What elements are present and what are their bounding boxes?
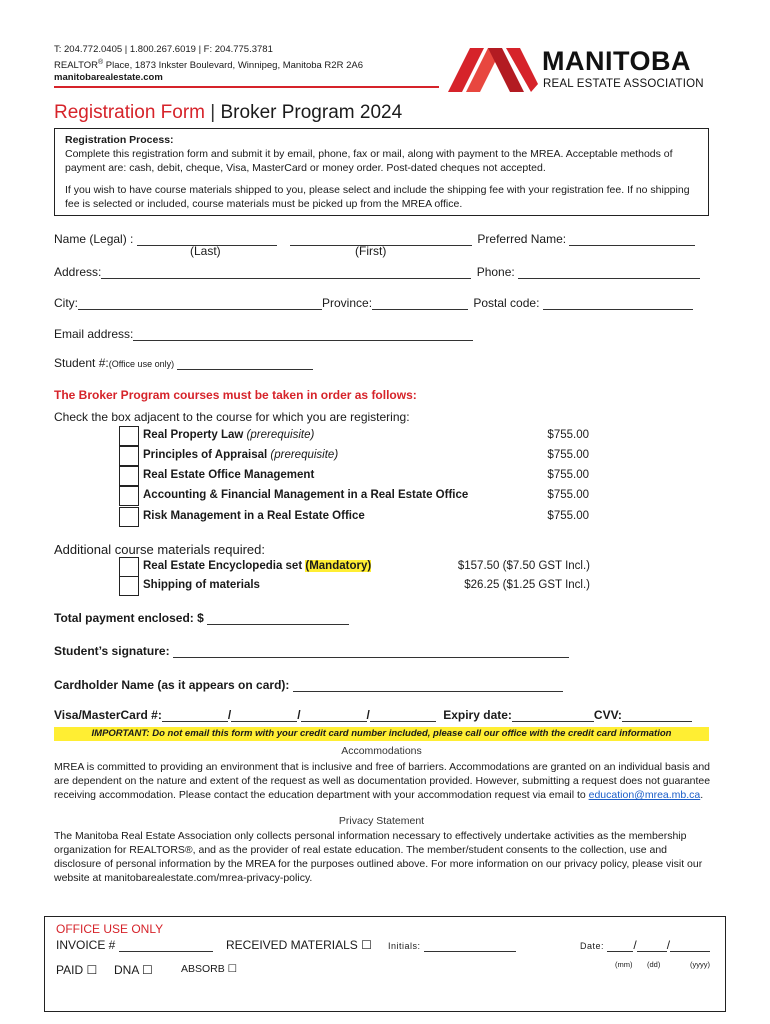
- date-dd-hint: (dd): [647, 960, 661, 969]
- signature-field[interactable]: [173, 645, 569, 658]
- shipping-price: $26.25 ($1.25 GST Incl.): [464, 579, 590, 591]
- address-field[interactable]: [101, 266, 471, 279]
- header-rule: [54, 86, 439, 88]
- card-row: Visa/MasterCard #: / / / Expiry date: CVV:: [54, 708, 692, 722]
- date-dd-field[interactable]: [637, 939, 667, 952]
- course-name: [143, 469, 314, 481]
- signature-row: [54, 644, 569, 658]
- email-label: Email address:: [54, 327, 134, 341]
- card-number-label: Visa/MasterCard #:: [54, 708, 162, 722]
- email-row: [54, 327, 473, 341]
- student-office-note: (Office use only): [108, 359, 175, 369]
- registered-mark: ®: [98, 58, 104, 66]
- invoice-label: INVOICE #: [56, 938, 116, 952]
- date-label: Date:: [580, 941, 605, 951]
- initials-label: Initials:: [388, 941, 421, 951]
- courses-intro: Check the box adjacent to the course for which you are registering:: [54, 410, 410, 424]
- course-price: $755.00: [547, 449, 589, 461]
- contact-phone-line: T: 204.772.0405 | 1.800.267.6019 | F: 204.775.3781: [54, 44, 273, 55]
- accommodations-title: Accommodations: [341, 745, 422, 757]
- total-label: Total payment enclosed: $: [54, 611, 204, 625]
- material-row-shipping: [119, 576, 590, 596]
- address-label: Address:: [54, 265, 102, 279]
- contact-address-line: [54, 57, 363, 73]
- invoice-row: [56, 938, 213, 952]
- course-row: [119, 507, 589, 527]
- shipping-checkbox[interactable]: [119, 576, 139, 596]
- course-name: [143, 489, 468, 501]
- courses-heading: The Broker Program courses must be taken in order as follows:: [54, 388, 417, 402]
- card-number-part-3[interactable]: [301, 709, 367, 722]
- page-title: [54, 102, 402, 124]
- course-row: [119, 426, 589, 446]
- registration-process-box: [54, 128, 709, 216]
- course-price: $755.00: [547, 510, 589, 522]
- encyclopedia-label: Real Estate Encyclopedia set: [143, 560, 303, 572]
- date-yyyy-hint: (yyyy): [690, 960, 710, 969]
- material-row-encyclopedia: [119, 557, 590, 577]
- cvv-label: CVV:: [593, 708, 622, 722]
- title-registration-form: Registration Form: [54, 102, 205, 123]
- card-number-part-2[interactable]: [231, 709, 297, 722]
- website: manitobarealestate.com: [54, 72, 163, 84]
- preferred-name-field[interactable]: [569, 233, 695, 246]
- mandatory-badge: (Mandatory): [305, 560, 372, 572]
- accommodations-body: MREA is committed to providing an environment that is inclusive and free of barriers. Accommodations are granted on an individual basis and are dependent on the nature and extent of the request as well as documentation provided. However, submitting a request does not guarantee receiving accommodation. Please contact the education department with your accommodation request via email to: [54, 761, 711, 801]
- course-title: Principles of Appraisal: [143, 449, 268, 461]
- preferred-name-label: Preferred Name:: [477, 232, 567, 246]
- shipping-label: Shipping of materials: [143, 579, 260, 591]
- cardholder-label: Cardholder Name (as it appears on card):: [54, 678, 290, 692]
- course-checkbox[interactable]: [119, 446, 139, 466]
- course-name: [143, 510, 365, 522]
- course-name: [143, 429, 314, 441]
- course-title: Real Estate Office Management: [143, 469, 315, 481]
- logo-name: MANITOBA: [542, 46, 691, 76]
- name-label: Name (Legal) :: [54, 232, 134, 246]
- initials-field[interactable]: [424, 939, 516, 952]
- expiry-field[interactable]: [512, 709, 594, 722]
- course-price: $755.00: [547, 489, 589, 501]
- address-realtor: REALTOR: [54, 59, 98, 71]
- total-field[interactable]: [207, 612, 349, 625]
- contact-info: [54, 44, 363, 85]
- course-row: [119, 446, 589, 466]
- city-row: [54, 296, 693, 310]
- province-field[interactable]: [372, 297, 468, 310]
- invoice-field[interactable]: [119, 939, 213, 952]
- education-email-link[interactable]: education@mrea.mb.ca: [588, 789, 701, 801]
- total-row: [54, 611, 349, 625]
- course-note: (prerequisite): [270, 449, 339, 461]
- material-name: [143, 560, 371, 572]
- logo-mark-icon: [448, 48, 538, 92]
- privacy-title: Privacy Statement: [338, 815, 425, 827]
- materials-heading: Additional course materials required:: [54, 542, 265, 557]
- cvv-field[interactable]: [622, 709, 692, 722]
- dna-checkbox[interactable]: DNA ☐: [114, 963, 153, 977]
- student-row: [54, 356, 313, 370]
- last-label: (Last): [190, 244, 221, 258]
- student-number-field[interactable]: [177, 357, 313, 370]
- course-title: Risk Management in a Real Estate Office: [143, 510, 365, 522]
- accommodations-end: .: [700, 789, 704, 801]
- absorb-checkbox[interactable]: ABSORB ☐: [181, 963, 238, 975]
- date-yyyy-field[interactable]: [670, 939, 710, 952]
- office-use-title: OFFICE USE ONLY: [56, 922, 164, 936]
- course-price: $755.00: [547, 429, 589, 441]
- city-field[interactable]: [78, 297, 322, 310]
- phone-field[interactable]: [518, 266, 700, 279]
- date-row: Date: / /: [580, 938, 710, 952]
- course-row: [119, 466, 589, 486]
- first-label: (First): [355, 244, 387, 258]
- cardholder-field[interactable]: [293, 679, 563, 692]
- student-label: Student #:: [54, 356, 109, 370]
- card-number-part-4[interactable]: [370, 709, 436, 722]
- initials-row: [388, 938, 516, 952]
- postal-code-label: Postal code:: [473, 296, 540, 310]
- address-rest: Place, 1873 Inkster Boulevard, Winnipeg, Manitoba R2R 2A6: [103, 59, 363, 71]
- course-checkbox[interactable]: [119, 486, 139, 506]
- postal-code-field[interactable]: [543, 297, 693, 310]
- logo-subtitle: REAL ESTATE ASSOCIATION: [543, 78, 704, 90]
- course-checkbox[interactable]: [119, 507, 139, 527]
- encyclopedia-checkbox[interactable]: [119, 557, 139, 577]
- received-materials[interactable]: RECEIVED MATERIALS ☐: [226, 938, 372, 952]
- cardholder-row: [54, 678, 563, 692]
- mrea-logo: [448, 46, 718, 94]
- process-paragraph-2: If you wish to have course materials shipped to you, please select and include the shipping fee with your registration fee. If no shipping fee is selected or included, course materials must be picked up from the MREA office.: [65, 184, 690, 210]
- encyclopedia-price: $157.50 ($7.50 GST Incl.): [457, 560, 590, 572]
- course-checkbox[interactable]: [119, 466, 139, 486]
- signature-label: Student’s signature:: [54, 644, 170, 658]
- course-title: Real Property Law: [143, 429, 244, 441]
- date-mm-hint: (mm): [615, 960, 633, 969]
- date-mm-field[interactable]: [607, 939, 633, 952]
- accommodations-text: [54, 760, 714, 802]
- process-heading: Registration Process:: [65, 134, 174, 146]
- email-field[interactable]: [133, 328, 473, 341]
- paid-checkbox[interactable]: PAID ☐: [56, 963, 98, 977]
- privacy-text: The Manitoba Real Estate Association only collects personal information necessary to effectively undertake activities as the membership organization for REALTORS®, and as the provider of real estate education. The member/student consents to the collection, use and disclosure of personal information by the MREA for the purposes outlined above. For more information on our privacy policy, please visit our website at manitobarealestate.com/mrea-privacy-policy.: [54, 830, 703, 884]
- province-label: Province:: [322, 296, 373, 310]
- course-name: [143, 449, 338, 461]
- course-row: [119, 486, 589, 506]
- phone-label: Phone:: [476, 265, 515, 279]
- address-row: [54, 265, 700, 279]
- course-checkbox[interactable]: [119, 426, 139, 446]
- course-price: $755.00: [547, 469, 589, 481]
- expiry-label: Expiry date:: [443, 708, 512, 722]
- course-note: (prerequisite): [246, 429, 315, 441]
- city-label: City:: [54, 296, 78, 310]
- process-paragraph-1: Complete this registration form and submit it by email, phone, fax or mail, along with payment to the MREA. Acceptable methods of payment are: cash, debit, cheque, Visa, MasterCard or money order. Post-dated cheques not accepted.: [65, 148, 673, 174]
- course-title: Accounting & Financial Management in a Real Estate Office: [143, 489, 469, 501]
- card-number-part-1[interactable]: [162, 709, 228, 722]
- title-separator: |: [205, 102, 221, 123]
- title-program: Broker Program 2024: [220, 102, 403, 123]
- important-notice: IMPORTANT: Do not email this form with your credit card number included, please call our office with the credit card information: [54, 727, 709, 741]
